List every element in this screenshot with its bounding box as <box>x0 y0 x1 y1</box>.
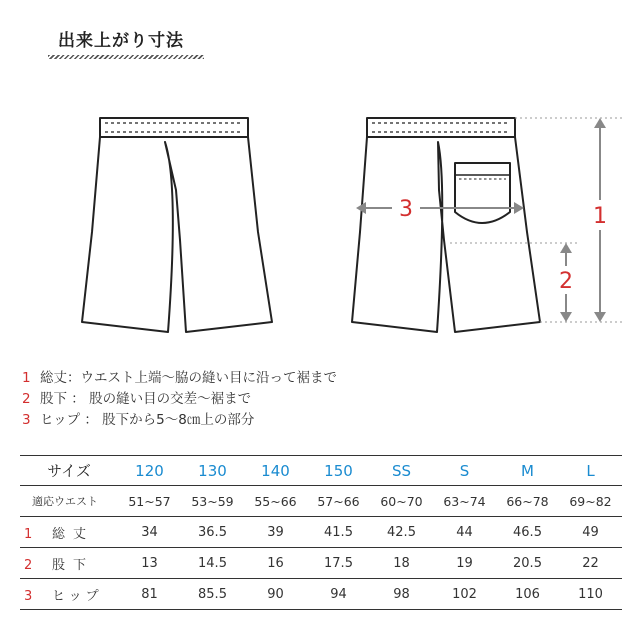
shorts-back-view <box>352 118 540 332</box>
table-cell: 41.5 <box>307 517 370 548</box>
table-cell: 102 <box>433 579 496 610</box>
table-cell: 81 <box>118 579 181 610</box>
table-cell: 66~78 <box>496 486 559 517</box>
table-cell: 106 <box>496 579 559 610</box>
shorts-front-view <box>82 118 272 332</box>
table-cell: 60~70 <box>370 486 433 517</box>
size-corner-label: サイズ <box>20 456 118 486</box>
table-cell: 90 <box>244 579 307 610</box>
table-cell: 18 <box>370 548 433 579</box>
measurement-legend <box>22 368 337 431</box>
size-header: 120 <box>118 456 181 486</box>
row-name: 総丈 <box>52 526 95 542</box>
back-waistband <box>367 118 515 137</box>
table-cell: 53~59 <box>181 486 244 517</box>
table-cell: 85.5 <box>181 579 244 610</box>
table-row <box>20 517 622 548</box>
table-row <box>20 548 622 579</box>
size-header: SS <box>370 456 433 486</box>
legend-item <box>22 389 337 410</box>
label-1: 1 <box>593 204 607 229</box>
table-cell: 22 <box>559 548 622 579</box>
legend-item <box>22 410 337 431</box>
table-cell: 34 <box>118 517 181 548</box>
table-cell: 51~57 <box>118 486 181 517</box>
row-label <box>20 517 118 548</box>
row-name: 適応ウエスト <box>32 495 98 508</box>
size-header: M <box>496 456 559 486</box>
row-name: ヒップ <box>52 588 103 604</box>
table-cell: 98 <box>370 579 433 610</box>
legend-number: 2 <box>22 391 31 407</box>
legend-number: 1 <box>22 370 31 386</box>
legend-text: 股下 ： 股の縫い目の交差〜裾まで <box>40 391 252 407</box>
table-cell: 19 <box>433 548 496 579</box>
row-number: 3 <box>24 588 33 604</box>
size-header-row <box>20 456 622 486</box>
table-cell: 55~66 <box>244 486 307 517</box>
table-cell: 63~74 <box>433 486 496 517</box>
table-cell: 46.5 <box>496 517 559 548</box>
table-cell: 94 <box>307 579 370 610</box>
table-cell: 14.5 <box>181 548 244 579</box>
table-cell: 42.5 <box>370 517 433 548</box>
table-cell: 13 <box>118 548 181 579</box>
front-body-outline <box>82 137 272 332</box>
legend-text: ヒップ ： 股下から5〜8㎝上の部分 <box>40 412 255 428</box>
size-header: S <box>433 456 496 486</box>
back-body-outline <box>352 137 540 332</box>
size-header: 140 <box>244 456 307 486</box>
row-number: 2 <box>24 557 33 573</box>
size-header: L <box>559 456 622 486</box>
page-title: 出来上がり寸法 <box>58 31 184 51</box>
label-3: 3 <box>399 197 413 222</box>
table-cell: 36.5 <box>181 517 244 548</box>
table-cell: 16 <box>244 548 307 579</box>
table-row <box>20 579 622 610</box>
table-cell: 57~66 <box>307 486 370 517</box>
table-cell: 49 <box>559 517 622 548</box>
size-header: 150 <box>307 456 370 486</box>
legend-item <box>22 368 337 389</box>
table-row <box>20 486 622 517</box>
front-waistband <box>100 118 248 137</box>
table-cell: 44 <box>433 517 496 548</box>
table-cell: 39 <box>244 517 307 548</box>
row-name: 股下 <box>52 557 95 573</box>
row-label <box>20 548 118 579</box>
label-2: 2 <box>559 269 573 294</box>
back-pocket <box>455 163 510 223</box>
row-number: 1 <box>24 526 33 542</box>
row-label <box>20 579 118 610</box>
legend-text: 総丈：ウエスト上端〜脇の縫い目に沿って裾まで <box>40 370 337 386</box>
table-cell: 69~82 <box>559 486 622 517</box>
table-cell: 20.5 <box>496 548 559 579</box>
legend-number: 3 <box>22 412 31 428</box>
size-header: 130 <box>181 456 244 486</box>
table-cell: 17.5 <box>307 548 370 579</box>
row-label <box>20 486 118 517</box>
table-cell: 110 <box>559 579 622 610</box>
size-table <box>20 455 622 610</box>
